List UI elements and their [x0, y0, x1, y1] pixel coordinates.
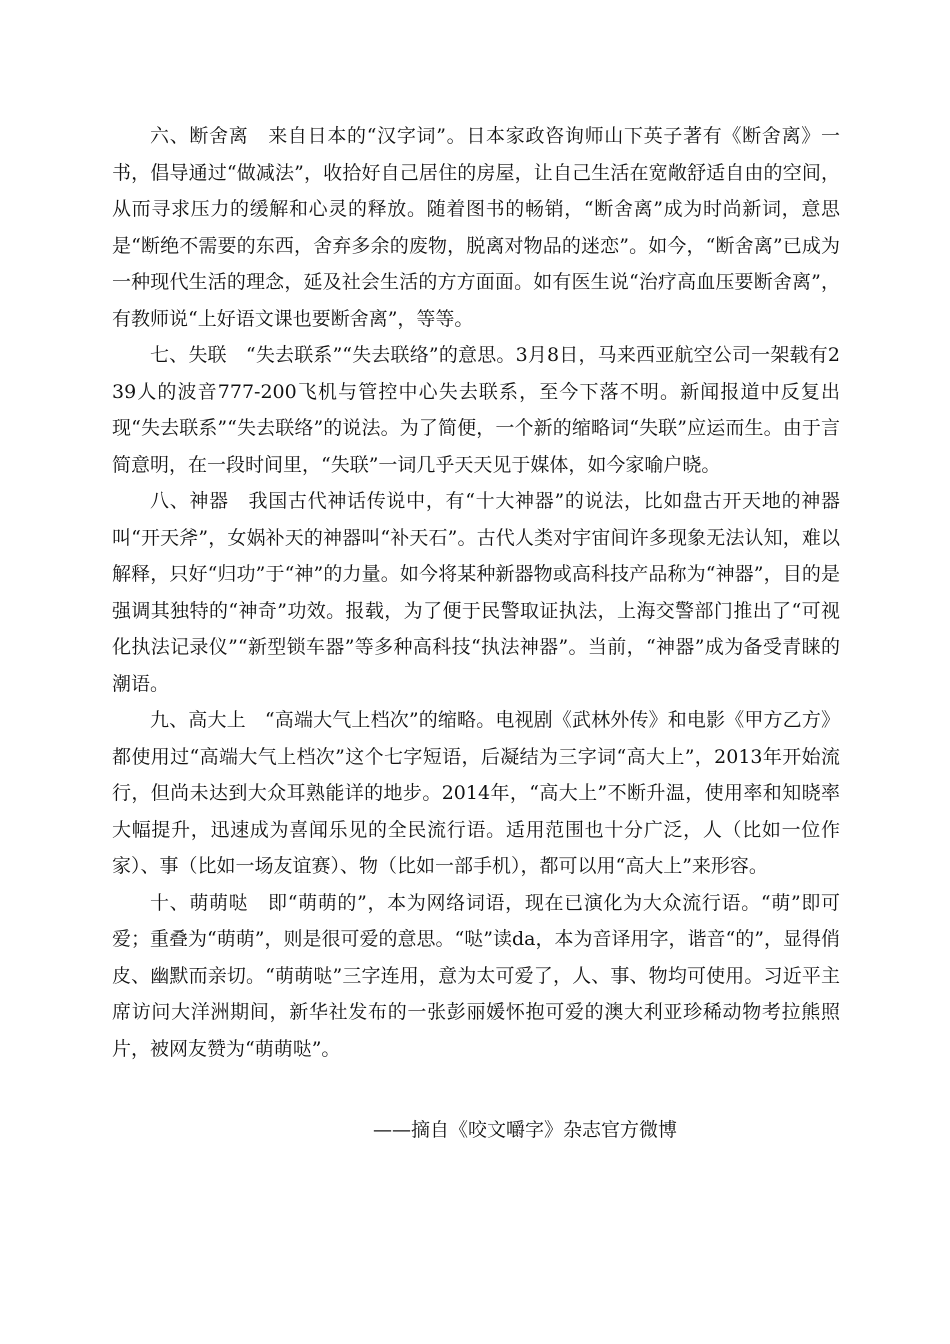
paragraph-mengmengda: 十、萌萌哒 即“萌萌的”，本为网络词语，现在已演化为大众流行语。“萌”即可爱；重叠为“萌萌”，则是很可爱的意思。“哒”读da，本为音译用字，谐音“的”，显得俏皮、幽默而亲切。“萌萌哒”三字连用，意为太可爱了，人、事、物均可使用。习近平主席访问大洋洲期间，新华社发布的一张彭丽媛怀抱可爱的澳大利亚珍稀动物考拉熊照片，被网友赞为“萌萌哒”。	[112, 891, 840, 1060]
source-attribution: ——摘自《咬文嚼字》杂志官方微博	[372, 1119, 677, 1141]
paragraph-gaodashang: 九、高大上 “高端大气上档次”的缩略。电视剧《武林外传》和电影《甲方乙方》都使用过“高端大气上档次”这个七字短语，后凝结为三字词“高大上”，2013年开始流行，但尚未达到大众耳熟能详的地步。2014年，“高大上”不断升温，使用率和知晓率大幅提升，迅速成为喜闻乐见的全民流行语。适用范围也十分广泛，人（比如一位作家）、事（比如一场友谊赛）、物（比如一部手机），都可以用“高大上”来形容。	[112, 709, 840, 877]
document-body	[112, 118, 840, 1067]
paragraph-shenqi: 八、神器 我国古代神话传说中，有“十大神器”的说法，比如盘古开天地的神器叫“开天斧”，女娲补天的神器叫“补天石”。古代人类对宇宙间许多现象无法认知，难以解释，只好“归功”于“神”的力量。如今将某种新器物或高科技产品称为“神器”，目的是强调其独特的“神奇”功效。报载，为了便于民警取证执法，上海交警部门推出了“可视化执法记录仪”“新型锁车器”等多种高科技“执法神器”。当前，“神器”成为备受青睐的潮语。	[112, 490, 840, 695]
paragraph-duansheli: 六、断舍离 来自日本的“汉字词”。日本家政咨询师山下英子著有《断舍离》一书，倡导通过“做减法”，收拾好自己居住的房屋，让自己生活在宽敞舒适自由的空间，从而寻求压力的缓解和心灵的释放。随着图书的畅销，“断舍离”成为时尚新词，意思是“断绝不需要的东西，舍弃多余的废物，脱离对物品的迷恋”。如今，“断舍离”已成为一种现代生活的理念，延及社会生活的方方面面。如有医生说“治疗高血压要断舍离”，有教师说“上好语文课也要断舍离”，等等。	[112, 125, 840, 330]
paragraph-shilian: 七、失联 “失去联系”“失去联络”的意思。3月8日，马来西亚航空公司一架载有239人的波音777-200飞机与管控中心失去联系，至今下落不明。新闻报道中反复出现“失去联系”“失去联络”的说法。为了简便，一个新的缩略词“失联”应运而生。由于言简意明，在一段时间里，“失联”一词几乎天天见于媒体，如今家喻户晓。	[112, 344, 840, 476]
